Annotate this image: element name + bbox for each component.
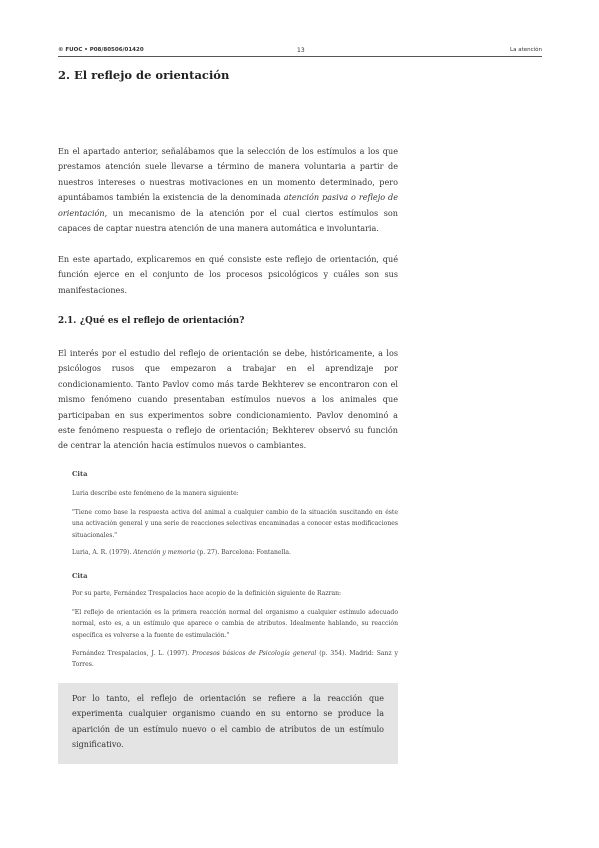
section-title: 2. El reflejo de orientación — [58, 68, 230, 82]
cita-1-quote: "Tiene como base la respuesta activa del animal a cualquier cambio de la situación suscitando en éste una activación general y una serie de reacciones selectivas encaminadas a conocer estas modificaciones situacionales." — [72, 509, 398, 539]
subsection-number: 2.1. — [58, 316, 77, 326]
cita-2-quote: "El reflejo de orientación es la primera reacción normal del organismo a cualquier estímulo adecuado normal, esto es, a un estímulo que aparece o cambia de atributos. Idealmente hablando, su reacción específica es volverse a la fuente de estimulación." — [72, 609, 398, 639]
reference-title: Atención y memoria — [133, 549, 196, 556]
cita-1-title: Cita — [72, 470, 88, 478]
section-paragraph-1 — [58, 144, 398, 236]
header-chapter: La atención — [510, 47, 542, 53]
header-publisher: © FUOC • P08/80506/01420 — [58, 47, 144, 53]
subsection-paragraph-1: El interés por el estudio del reflejo de orientación se debe, históricamente, a los psicólogos rusos que empezaron a trabajar en el aprendizaje por condicionamiento. Tanto Pavlov como más tarde Bekhterev se encontraron con el mismo fenómeno cuando presentaban estímulos nuevos a los animales que participaban en sus experimentos sobre condicionamiento. Pavlov denominó a este fenómeno respuesta o reflejo de orientación; Bekhterev observó su función de centrar la atención hacia estímulos nuevos o cambiantes. — [58, 348, 398, 451]
page-number: 13 — [297, 47, 305, 54]
summary-box — [58, 683, 398, 764]
cita-1-intro: Luria describe este fenómeno de la manera siguiente: — [72, 490, 239, 497]
reference-text: (p. 27). Barcelona: Fontanella. — [195, 549, 291, 556]
paragraph-text: En el apartado anterior, señalábamos que la selección de los estímulos a los que prestamos atención suele llevarse a término de manera voluntaria a partir de nuestros intereses o nuestras motivaciones en un momento determinado, pero apuntábamos también la existencia de la denominada — [58, 146, 398, 203]
subsection-title-text: ¿Qué es el reflejo de orientación? — [80, 316, 245, 326]
summary-text: Por lo tanto, el reflejo de orientación se refiere a la reacción que experimenta cualquier organismo cuando en su entorno se produce la aparición de un estímulo nuevo o el cambio de atributos de un estímulo significativo. — [72, 694, 384, 750]
reference-text: Luria, A. R. (1979). — [72, 549, 134, 556]
section-paragraph-2: En este apartado, explicaremos en qué consiste este reflejo de orientación, qué función ejerce en el conjunto de los procesos psicológicos y cuáles son sus manifestaciones. — [58, 254, 398, 295]
paragraph-text: un mecanismo de la atención por el cual ciertos estímulos son capaces de captar nuestra atención de una manera automática e involuntaria. — [58, 207, 398, 234]
reference-title: Procesos básicos de Psicología general — [192, 650, 317, 657]
header-divider — [58, 56, 542, 57]
cita-1-reference — [72, 547, 398, 558]
reference-text: Fernández Trespalacios, J. L. (1997). — [72, 650, 193, 657]
cita-2-reference — [72, 648, 398, 671]
reference-text: (p. 354). Madrid: Sanz y Torres. — [72, 650, 398, 669]
cita-2-title: Cita — [72, 572, 88, 580]
subsection-title — [58, 316, 244, 326]
cita-2-intro: Por su parte, Fernández Trespalacios hace acopio de la definición siguiente de Razran: — [72, 590, 342, 597]
emphasis-text: atención pasiva o reflejo de orientación, — [58, 192, 398, 218]
page-header — [58, 47, 542, 59]
